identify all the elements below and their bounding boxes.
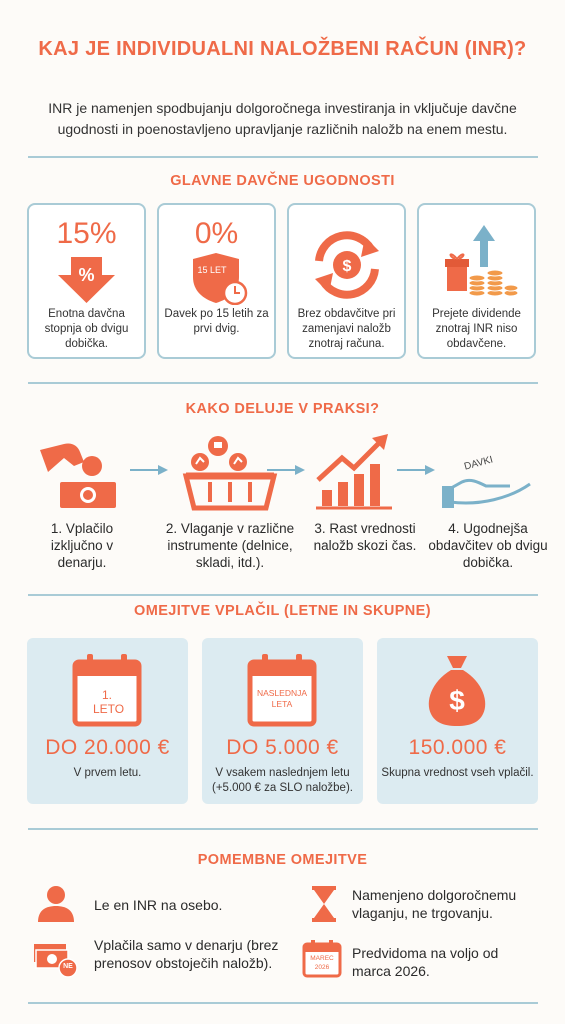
calendar-first-year-icon [67,648,147,730]
divider [28,594,538,596]
important-text: Le en INR na osebo. [94,897,223,913]
percent-down-icon [29,213,144,305]
no-badge: NE [63,963,73,970]
arrow-right-icon [395,462,437,478]
tax-card-zero-rate [157,203,276,359]
important-heading: POMEMBNE OMEJITVE [197,852,368,868]
calendar-label: NASLEDNJA LETA [256,688,308,709]
svg-text:$: $ [449,685,465,716]
svg-text:$: $ [342,258,352,275]
arrow-right-icon [128,462,170,478]
limits-heading: OMEJITVE VPLAČIL (LETNE IN SKUPNE) [134,603,431,619]
cash-no-icon [32,938,76,978]
tax-rate-value: 0% [194,217,239,250]
dividend-coins-icon [419,213,534,305]
important-text: Predvidoma na voljo od marca 2026. [352,945,499,979]
money-bag-icon [417,648,497,730]
person-icon [34,884,78,924]
growth-chart-icon [308,432,408,512]
tax-card-dividends [417,203,536,359]
hand-coin-icon [34,432,134,512]
important-text: Namenjeno dolgoročnemu vlaganju, ne trgovanju. [352,887,517,921]
tax-card-text: Davek po 15 letih za prvi dvig. [164,308,269,335]
tax-label: DAVKI [463,454,495,473]
limit-card-first-year [27,638,188,804]
limit-text: Skupna vrednost vseh vplačil. [381,767,534,779]
tax-card-text: Brez obdavčitve pri zamenjavi naložb znotraj računa. [297,308,396,350]
tax-card-flat-rate [27,203,146,359]
divider [28,382,538,384]
arrow-right-icon [265,462,307,478]
step-text: 1. Vplačilo izključno v denarju. [50,521,114,570]
calendar-label: 1. LETO [93,688,125,716]
intro-text: INR je namenjen spodbujanju dolgoročnega investiranja in vključuje davčne ugodnosti in poenostavljeno upravljanje različnih naložb na enem mestu. [48,100,517,137]
calendar-march-icon [300,938,344,978]
shield-clock-icon [159,213,274,305]
step-text: 4. Ugodnejša obdavčitev ob dvigu dobička. [428,521,548,570]
limit-amount: DO 20.000 € [45,736,170,759]
calendar-next-year-icon [242,648,322,730]
calendar-label: MAREC 2026 [310,955,334,971]
page-title: KAJ JE INDIVIDUALNI NALOŽBENI RAČUN (INR)? [38,38,527,60]
divider [28,156,538,158]
limit-card-total [377,638,538,804]
tax-heading: GLAVNE DAVČNE UGODNOSTI [170,173,395,189]
divider [28,828,538,830]
limit-amount: 150.000 € [408,736,507,759]
percent-badge: % [78,265,95,285]
divider [28,1002,538,1004]
tax-rate-value: 15% [56,217,117,250]
limit-text: V vsakem naslednjem letu (+5.000 € za SLO naložbe). [212,767,353,794]
tax-card-text: Enotna davčna stopnja ob dvigu dobička. [44,308,129,350]
limit-amount: DO 5.000 € [226,736,339,759]
hourglass-icon [302,884,346,924]
important-text: Vplačila samo v denarju (brez prenosov obstoječih naložb). [94,937,279,971]
tax-card-exchange [287,203,406,359]
practice-heading: KAKO DELUJE V PRAKSI? [185,401,380,417]
tax-card-text: Prejete dividende znotraj INR niso obdavčene. [432,308,521,350]
exchange-cycle-icon [289,213,404,305]
limit-text: V prvem letu. [73,767,142,779]
step-text: 3. Rast vrednosti naložb skozi čas. [313,521,417,553]
limit-card-next-years [202,638,363,804]
step-text: 2. Vlaganje v različne instrumente (delnice, skladi, itd.). [165,521,295,570]
hand-tax-icon [440,432,540,512]
years-badge: 15 LET [197,265,227,275]
